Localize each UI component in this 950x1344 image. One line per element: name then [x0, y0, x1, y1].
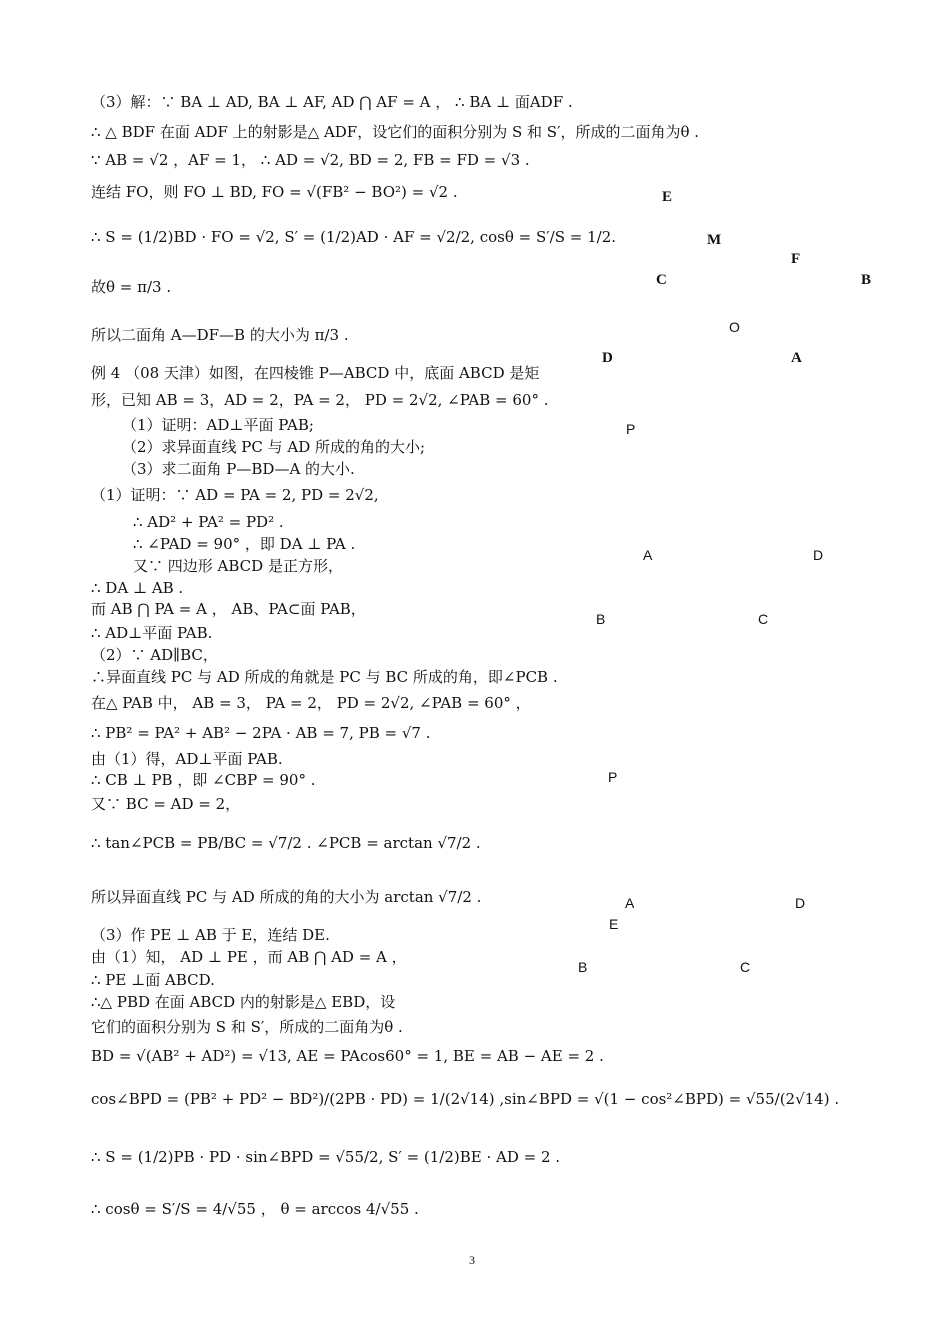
part3-line-4: 连结 FO，则 FO ⊥ BD, FO = √(FB² − BO²) = √2 . [91, 183, 458, 201]
fig1-label-e: E [662, 189, 673, 205]
fig3-label-b: B [578, 959, 588, 975]
part3-line-5: ∴ S = (1/2)BD · FO = √2, S′ = (1/2)AD · AF = √2/2, cosθ = S′/S = 1/2. [91, 228, 616, 246]
example4-line-2: 形，已知 AB = 3，AD = 2，PA = 2， PD = 2√2, ∠PAB = 60° . [91, 391, 549, 409]
example4-line-1: 例 4 （08 天津）如图，在四棱锥 P—ABCD 中，底面 ABCD 是矩 [91, 364, 540, 382]
proof3-line-3: ∴ PE ⊥面 ABCD. [91, 971, 215, 989]
proof2-line-6: ∴ CB ⊥ PB ，即 ∠CBP = 90° . [91, 771, 316, 789]
proof1-line-4: 又∵ 四边形 ABCD 是正方形， [133, 557, 343, 575]
example4-question-1: （1）证明：AD⊥平面 PAB; [122, 416, 314, 434]
example4-question-2: （2）求异面直线 PC 与 AD 所成的角的大小; [122, 438, 426, 456]
part3-line-3: ∵ AB = √2 ，AF = 1， ∴ AD = √2, BD = 2, FB = FD = √3 . [91, 151, 530, 169]
fig3-label-a: A [625, 895, 635, 911]
fig2-label-d: D [813, 547, 824, 563]
proof1-line-3: ∴ ∠PAD = 90° ，即 DA ⊥ PA . [133, 535, 356, 553]
example4-question-3: （3）求二面角 P—BD—A 的大小. [122, 460, 355, 478]
part3-line-7: 所以二面角 A—DF—B 的大小为 π/3 . [91, 326, 349, 344]
proof1-line-6: 而 AB ⋂ PA = A ， AB、PA⊂面 PAB， [91, 600, 366, 618]
fig1-label-o: O [729, 319, 740, 335]
proof2-line-3: 在△ PAB 中， AB = 3， PA = 2， PD = 2√2, ∠PAB = 60° ， [91, 694, 531, 712]
part3-line-6: 故θ = π/3 . [91, 278, 172, 296]
fig3-label-c: C [740, 959, 751, 975]
fig3-label-e: E [609, 916, 619, 932]
fig1-label-d: D [602, 350, 613, 366]
proof3-line-7: cos∠BPD = (PB² + PD² − BD²)/(2PB · PD) = 1/(2√14) ,sin∠BPD = √(1 − cos²∠BPD) = √55/(2√14) . [91, 1090, 840, 1108]
proof3-line-8: ∴ S = (1/2)PB · PD · sin∠BPD = √55/2, S′ = (1/2)BE · AD = 2 . [91, 1148, 561, 1166]
proof1-line-5: ∴ DA ⊥ AB . [91, 579, 184, 597]
proof3-line-5: 它们的面积分别为 S 和 S′，所成的二面角为θ . [91, 1018, 403, 1036]
fig2-label-b: B [596, 611, 606, 627]
fig1-label-c: C [656, 272, 667, 288]
proof1-line-2: ∴ AD² + PA² = PD² . [133, 513, 284, 531]
part3-line-1: （3）解：∵ BA ⊥ AD, BA ⊥ AF, AD ⋂ AF = A ， ∴ BA ⊥ 面ADF . [91, 93, 573, 111]
fig2-label-a: A [643, 547, 653, 563]
fig1-label-f: F [791, 251, 801, 267]
proof3-line-6: BD = √(AB² + AD²) = √13, AE = PAcos60° = 1, BE = AB − AE = 2 . [91, 1047, 604, 1065]
fig1-label-a: A [791, 350, 802, 366]
proof2-line-8: ∴ tan∠PCB = PB/BC = √7/2 . ∠PCB = arctan √7/2 . [91, 834, 481, 852]
proof1-line-7: ∴ AD⊥平面 PAB. [91, 624, 213, 642]
page-number: 3 [469, 1253, 475, 1267]
fig3-label-p: P [608, 769, 618, 785]
fig1-label-b: B [861, 272, 872, 288]
fig2-label-c: C [758, 611, 769, 627]
proof2-line-1: （2）∵ AD∥BC， [91, 646, 218, 664]
proof2-line-4: ∴ PB² = PA² + AB² − 2PA · AB = 7, PB = √7 . [91, 724, 431, 742]
proof3-line-1: （3）作 PE ⊥ AB 于 E，连结 DE. [91, 926, 330, 944]
proof2-line-9: 所以异面直线 PC 与 AD 所成的角的大小为 arctan √7/2 . [91, 888, 482, 906]
proof2-line-2: ∴异面直线 PC 与 AD 所成的角就是 PC 与 BC 所成的角，即∠PCB . [91, 668, 558, 686]
fig1-label-m: M [707, 232, 722, 248]
proof3-line-4: ∴△ PBD 在面 ABCD 内的射影是△ EBD，设 [91, 993, 396, 1011]
proof2-line-7: 又∵ BC = AD = 2， [91, 795, 241, 813]
proof3-line-2: 由（1）知， AD ⊥ PE ，而 AB ⋂ AD = A ， [91, 948, 407, 966]
part3-line-2: ∴ △ BDF 在面 ADF 上的射影是△ ADF，设它们的面积分别为 S 和 S′，所成的二面角为θ . [91, 123, 700, 141]
proof3-line-9: ∴ cosθ = S′/S = 4/√55 ， θ = arccos 4/√55 . [91, 1200, 419, 1218]
proof2-line-5: 由（1）得，AD⊥平面 PAB. [91, 750, 283, 768]
fig2-label-p: P [626, 421, 636, 437]
fig3-label-d: D [795, 895, 806, 911]
proof1-line-1: （1）证明：∵ AD = PA = 2, PD = 2√2, [91, 486, 379, 504]
